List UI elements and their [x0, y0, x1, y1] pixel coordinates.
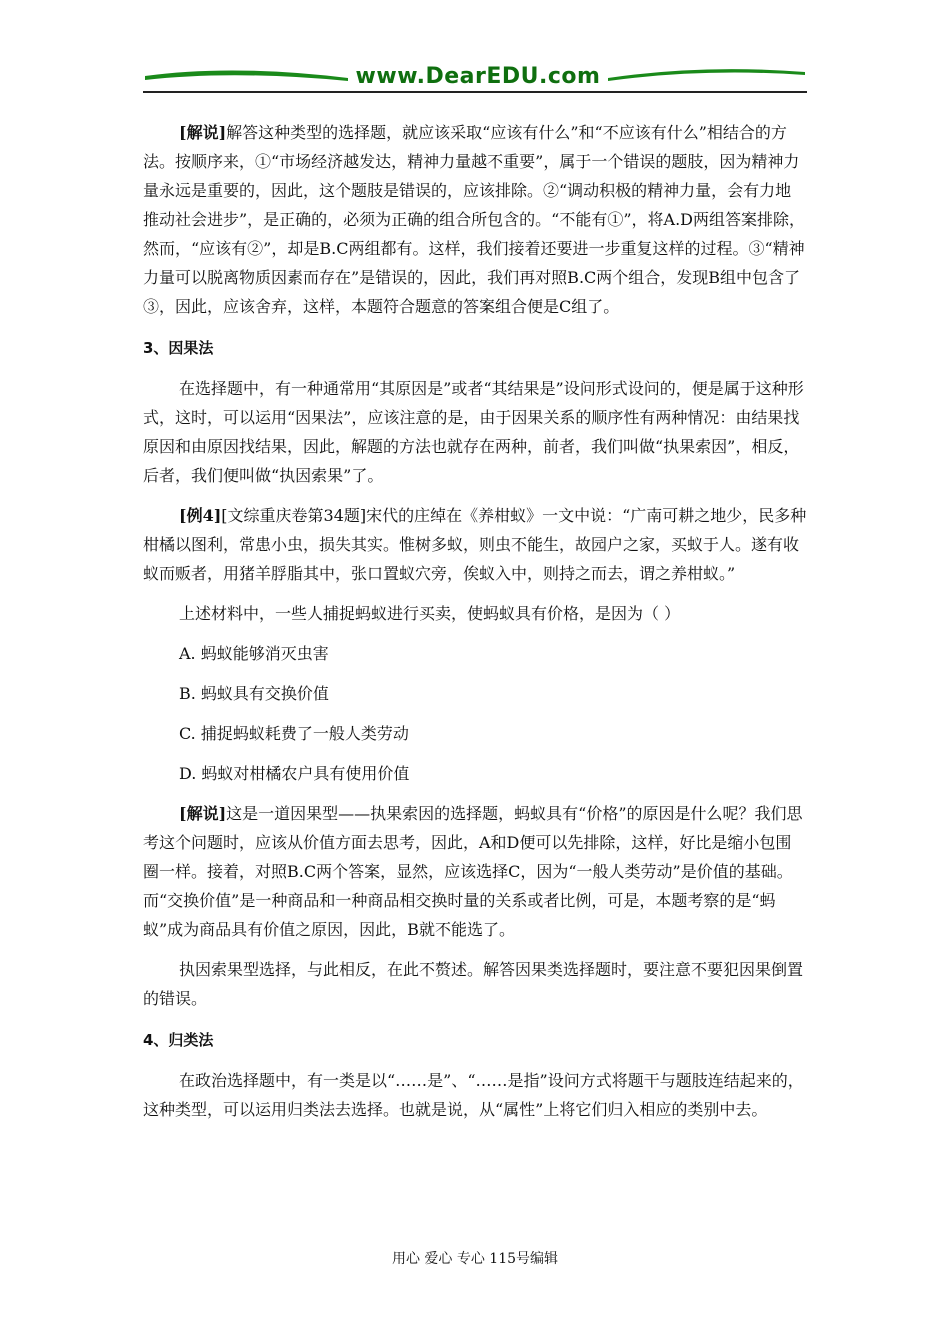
option-b: B. 蚂蚁具有交换价值 [179, 684, 329, 703]
site-brand-logo: www.DearEDU.com [355, 64, 601, 89]
page-footer: 用心 爱心 专心 115号编辑 [391, 1251, 559, 1267]
document-body [143, 118, 807, 1124]
paragraph-example-4 [143, 501, 807, 588]
paragraph-classification-intro: 在政治选择题中，有一类是以“……是”、“……是指”设问方式将题干与题肢连结起来的，这种类型，可以运用归类法去选择。也就是说，从“属性”上将它们归入相应的类别中去。 [143, 1071, 804, 1119]
explanation-label: [解说] [179, 123, 227, 142]
section-heading-causal: 3、因果法 [143, 339, 214, 357]
example-text: [文综重庆卷第34题]宋代的庄绰在《养柑蚁》一文中说：“广南可耕之地少，民多种柑橘以图利，常患小虫，损失其实。惟树多蚁，则虫不能生，故园户之家，买蚁于人。遂有收蚁而贩者，用猪羊脬脂其中，张口置蚁穴旁，俟蚁入中，则持之而去，谓之养柑蚁。” [143, 506, 807, 583]
explanation-text: 解答这种类型的选择题，就应该采取“应该有什么”和“不应该有什么”相结合的方法。按顺序来，①“市场经济越发达，精神力量越不重要”，属于一个错误的题肢，因为精神力量永远是重要的，因此，这个题肢是错误的，应该排除。②“调动积极的精神力量，会有力地推动社会进步”，是正确的，必须为正确的组合所包含的。“不能有①”，将A.D两组答案排除，然而，“应该有②”，却是B.C两组都有。这样，我们接着还要进一步重复这样的过程。③“精神力量可以脱离物质因素而存在”是错误的，因此，我们再对照B.C两个组合，发现B组中包含了③，因此，应该舍弃，这样，本题符合题意的答案组合便是C组了。 [143, 123, 806, 316]
page-header [143, 62, 807, 98]
paragraph-explanation-1 [143, 118, 807, 321]
paragraph-causal-intro: 在选择题中，有一种通常用“其原因是”或者“其结果是”设问形式设问的，便是属于这种形式，这时，可以运用“因果法”，应该注意的是，由于因果关系的顺序性有两种情况：由结果找原因和由原因找结果，因此，解题的方法也就存在两种，前者，我们叫做“执果索因”，相反，后者，我们便叫做“执因索果”了。 [143, 379, 804, 485]
option-a: A. 蚂蚁能够消灭虫害 [179, 644, 329, 663]
paragraph-cause-to-effect: 执因索果型选择，与此相反，在此不赘述。解答因果类选择题时，要注意不要犯因果倒置的错误。 [143, 960, 804, 1008]
paragraph-explanation-2 [143, 799, 807, 944]
example-label: [例4] [179, 506, 222, 525]
question-stem: 上述材料中，一些人捕捉蚂蚁进行买卖，使蚂蚁具有价格，是因为（ ） [179, 604, 681, 623]
explanation-text: 这是一道因果型——执果索因的选择题，蚂蚁具有“价格”的原因是什么呢？我们思考这个问题时，应该从价值方面去思考，因此，A和D便可以先排除，这样，好比是缩小包围圈一样。接着，对照B.C两个答案，显然，应该选择C，因为“一般人类劳动”是价值的基础。而“交换价值”是一种商品和一种商品相交换时量的关系或者比例，可是，本题考察的是“蚂蚁”成为商品具有价值之原因，因此，B就不能选了。 [143, 804, 803, 939]
explanation-label: [解说] [179, 804, 227, 823]
section-heading-classification: 4、归类法 [143, 1031, 214, 1049]
option-d: D. 蚂蚁对柑橘农户具有使用价值 [179, 764, 410, 783]
option-c: C. 捕捉蚂蚁耗费了一般人类劳动 [179, 724, 409, 743]
header-divider [143, 91, 807, 93]
